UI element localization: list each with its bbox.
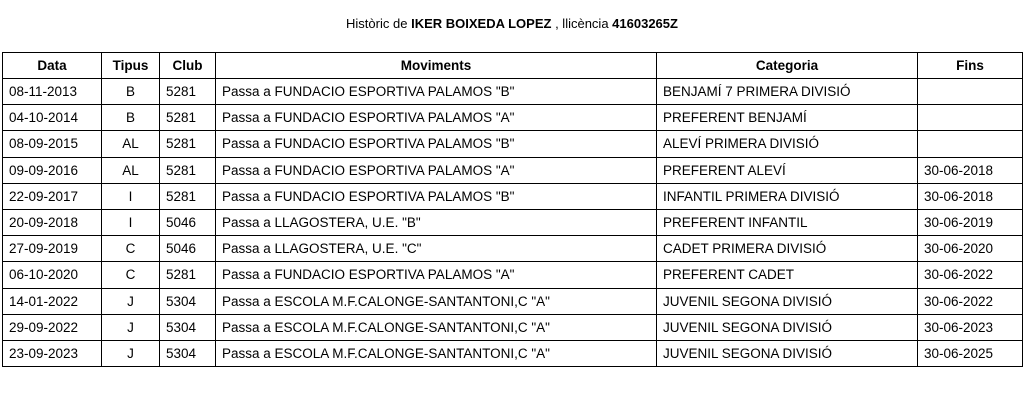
table-row	[3, 131, 1023, 157]
cell-categoria: JUVENIL SEGONA DIVISIÓ	[657, 314, 918, 340]
column-header-categoria: Categoria	[657, 53, 918, 79]
title-prefix: Històric de	[346, 16, 408, 31]
cell-tipus: B	[102, 105, 160, 131]
cell-club: 5304	[160, 314, 216, 340]
cell-date: 14-01-2022	[3, 288, 102, 314]
cell-fins	[918, 105, 1023, 131]
table-row	[3, 105, 1023, 131]
table-row	[3, 236, 1023, 262]
cell-fins	[918, 79, 1023, 105]
cell-categoria: JUVENIL SEGONA DIVISIÓ	[657, 340, 918, 366]
cell-categoria: ALEVÍ PRIMERA DIVISIÓ	[657, 131, 918, 157]
cell-club: 5281	[160, 105, 216, 131]
cell-moviments: Passa a LLAGOSTERA, U.E. "B"	[216, 209, 657, 235]
cell-moviments: Passa a LLAGOSTERA, U.E. "C"	[216, 236, 657, 262]
cell-tipus: AL	[102, 157, 160, 183]
table-row	[3, 314, 1023, 340]
column-header-club: Club	[160, 53, 216, 79]
cell-fins: 30-06-2022	[918, 262, 1023, 288]
cell-date: 08-09-2015	[3, 131, 102, 157]
cell-categoria: JUVENIL SEGONA DIVISIÓ	[657, 288, 918, 314]
page-title	[0, 16, 1024, 31]
cell-categoria: PREFERENT INFANTIL	[657, 209, 918, 235]
cell-club: 5281	[160, 183, 216, 209]
cell-categoria: PREFERENT ALEVÍ	[657, 157, 918, 183]
table-row	[3, 209, 1023, 235]
cell-categoria: PREFERENT CADET	[657, 262, 918, 288]
table-row	[3, 262, 1023, 288]
cell-date: 09-09-2016	[3, 157, 102, 183]
player-name: IKER BOIXEDA LOPEZ	[411, 16, 552, 31]
cell-date: 22-09-2017	[3, 183, 102, 209]
cell-fins: 30-06-2023	[918, 314, 1023, 340]
cell-moviments: Passa a ESCOLA M.F.CALONGE-SANTANTONI,C "A"	[216, 288, 657, 314]
column-header-moviments: Moviments	[216, 53, 657, 79]
table-row	[3, 79, 1023, 105]
cell-categoria: CADET PRIMERA DIVISIÓ	[657, 236, 918, 262]
history-table	[2, 52, 1023, 367]
license-number: 41603265Z	[612, 16, 678, 31]
cell-fins: 30-06-2019	[918, 209, 1023, 235]
cell-club: 5281	[160, 79, 216, 105]
cell-fins: 30-06-2018	[918, 183, 1023, 209]
cell-moviments: Passa a FUNDACIO ESPORTIVA PALAMOS "A"	[216, 157, 657, 183]
cell-date: 27-09-2019	[3, 236, 102, 262]
cell-moviments: Passa a FUNDACIO ESPORTIVA PALAMOS "A"	[216, 262, 657, 288]
table-row	[3, 288, 1023, 314]
cell-club: 5304	[160, 288, 216, 314]
column-header-tipus: Tipus	[102, 53, 160, 79]
table-header-row	[3, 53, 1023, 79]
cell-categoria: BENJAMÍ 7 PRIMERA DIVISIÓ	[657, 79, 918, 105]
cell-moviments: Passa a ESCOLA M.F.CALONGE-SANTANTONI,C "A"	[216, 314, 657, 340]
table-row	[3, 183, 1023, 209]
cell-club: 5281	[160, 262, 216, 288]
cell-date: 04-10-2014	[3, 105, 102, 131]
cell-fins	[918, 131, 1023, 157]
cell-tipus: C	[102, 236, 160, 262]
column-header-data: Data	[3, 53, 102, 79]
table-row	[3, 340, 1023, 366]
cell-categoria: INFANTIL PRIMERA DIVISIÓ	[657, 183, 918, 209]
table-body	[3, 79, 1023, 367]
cell-date: 06-10-2020	[3, 262, 102, 288]
cell-moviments: Passa a FUNDACIO ESPORTIVA PALAMOS "A"	[216, 105, 657, 131]
cell-tipus: I	[102, 209, 160, 235]
cell-club: 5046	[160, 236, 216, 262]
cell-categoria: PREFERENT BENJAMÍ	[657, 105, 918, 131]
cell-tipus: I	[102, 183, 160, 209]
cell-club: 5281	[160, 157, 216, 183]
cell-tipus: C	[102, 262, 160, 288]
cell-moviments: Passa a FUNDACIO ESPORTIVA PALAMOS "B"	[216, 131, 657, 157]
table-row	[3, 157, 1023, 183]
cell-fins: 30-06-2025	[918, 340, 1023, 366]
cell-date: 29-09-2022	[3, 314, 102, 340]
cell-club: 5281	[160, 131, 216, 157]
cell-tipus: AL	[102, 131, 160, 157]
cell-moviments: Passa a FUNDACIO ESPORTIVA PALAMOS "B"	[216, 183, 657, 209]
title-separator: , llicència	[555, 16, 609, 31]
cell-fins: 30-06-2020	[918, 236, 1023, 262]
cell-date: 20-09-2018	[3, 209, 102, 235]
cell-moviments: Passa a ESCOLA M.F.CALONGE-SANTANTONI,C "A"	[216, 340, 657, 366]
cell-tipus: J	[102, 288, 160, 314]
cell-club: 5046	[160, 209, 216, 235]
cell-fins: 30-06-2018	[918, 157, 1023, 183]
cell-date: 23-09-2023	[3, 340, 102, 366]
cell-club: 5304	[160, 340, 216, 366]
cell-tipus: J	[102, 340, 160, 366]
cell-fins: 30-06-2022	[918, 288, 1023, 314]
cell-tipus: B	[102, 79, 160, 105]
cell-tipus: J	[102, 314, 160, 340]
cell-moviments: Passa a FUNDACIO ESPORTIVA PALAMOS "B"	[216, 79, 657, 105]
cell-date: 08-11-2013	[3, 79, 102, 105]
column-header-fins: Fins	[918, 53, 1023, 79]
